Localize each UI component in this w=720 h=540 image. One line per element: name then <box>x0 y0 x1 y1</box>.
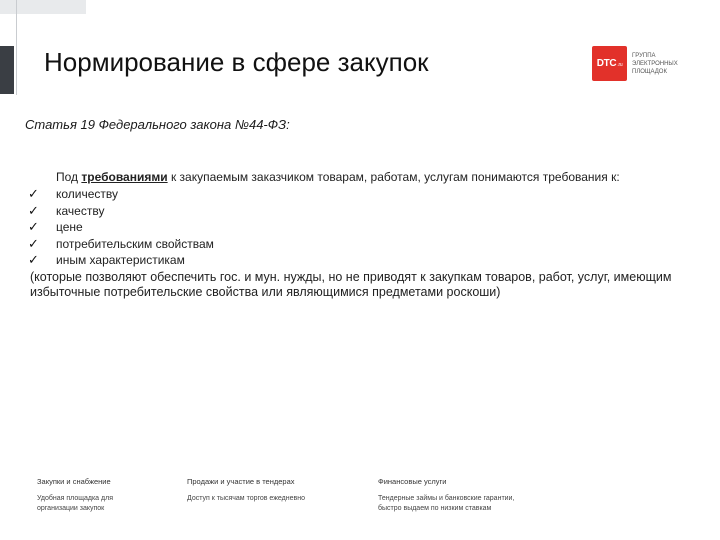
list-item <box>28 219 214 236</box>
footer-heading: Закупки и снабжение <box>37 477 111 486</box>
intro-prefix: Под <box>56 170 82 184</box>
slide-title: Нормирование в сфере закупок <box>44 47 429 78</box>
list-item <box>28 203 214 220</box>
list-item <box>28 252 214 269</box>
top-decor-bar <box>0 0 86 14</box>
list-item-label: цене <box>56 220 83 235</box>
footer-column-sales <box>187 477 347 504</box>
left-accent-strip <box>0 46 14 94</box>
footer-text: Удобная площадка для <box>37 495 113 502</box>
requirements-note: (которые позволяют обеспечить гос. и мун. нужды, но не приводят к закупкам товаров, работ, услуг, имеющим избыточные потребительские свойства или являющимися предметами роскоши) <box>30 270 672 299</box>
left-divider-line <box>16 0 17 95</box>
list-item <box>28 236 214 253</box>
footer-heading: Финансовые услуги <box>378 477 447 486</box>
check-icon: ✓ <box>28 219 39 235</box>
check-icon: ✓ <box>28 202 39 218</box>
footer-text: быстро выдаем по низким ставкам <box>378 505 492 512</box>
check-icon: ✓ <box>28 235 39 251</box>
footer-heading: Продажи и участие в тендерах <box>187 477 295 486</box>
list-item-label: иным характеристикам <box>56 253 185 268</box>
logo-caption-line: ЭЛЕКТРОННЫХ <box>632 60 678 67</box>
logo-badge-sub: .ru <box>617 62 623 68</box>
check-icon: ✓ <box>28 186 39 202</box>
intro-emphasis: требованиями <box>81 170 168 184</box>
company-logo <box>592 46 678 81</box>
law-article-subtitle: Статья 19 Федерального закона №44-ФЗ: <box>25 117 290 132</box>
logo-caption-line: ПЛОЩАДОК <box>632 68 667 75</box>
list-item-label: потребительским свойствам <box>56 236 214 251</box>
requirements-list <box>28 186 214 269</box>
list-item-label: количеству <box>56 187 119 202</box>
footer-text: организации закупок <box>37 505 105 512</box>
requirements-intro <box>56 170 620 184</box>
footer-text: Доступ к тысячам торгов ежедневно <box>187 495 305 502</box>
logo-caption <box>632 52 678 76</box>
intro-suffix: к закупаемым заказчиком товарам, работам, услугам понимаются требования к: <box>167 170 620 184</box>
logo-badge-main: DTC <box>596 58 617 69</box>
check-icon: ✓ <box>28 252 39 268</box>
logo-caption-line: ГРУППА <box>632 52 656 59</box>
list-item <box>28 186 214 203</box>
list-item-label: качеству <box>56 203 105 218</box>
logo-badge <box>592 46 627 81</box>
footer-column-finance <box>378 477 558 514</box>
footer-text: Тендерные займы и банковские гарантии, <box>378 495 515 502</box>
footer-column-procurement <box>37 477 157 514</box>
